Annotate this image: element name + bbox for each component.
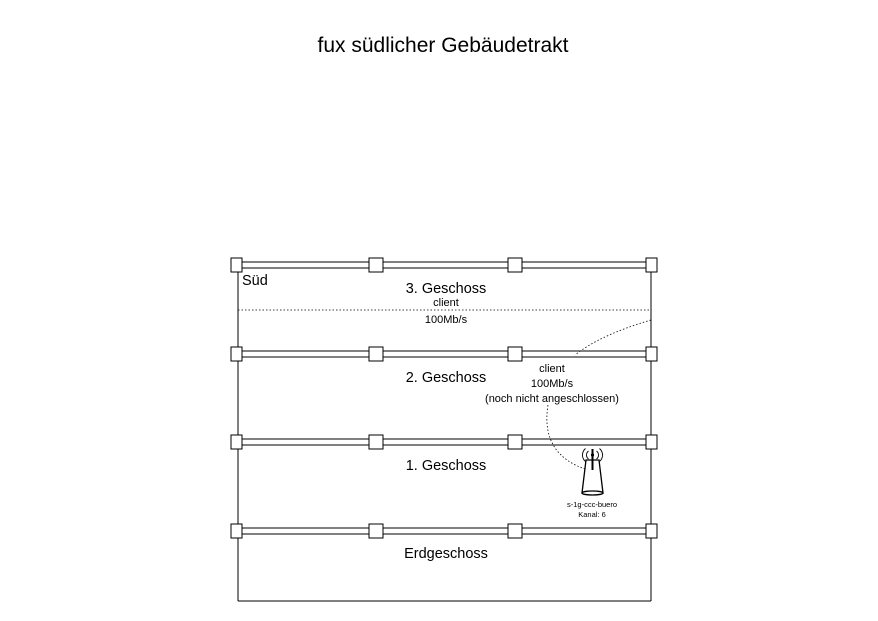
network-link-curved — [547, 405, 588, 470]
floor-slab — [231, 258, 657, 272]
wifi-antenna-icon — [582, 449, 603, 496]
link-label: (noch nicht angeschlossen) — [485, 393, 619, 405]
link-label: client — [433, 297, 459, 309]
link-label: 100Mb/s — [424, 314, 468, 326]
floor-slab — [231, 347, 657, 361]
floor-slab — [231, 524, 657, 538]
network-link-curved — [575, 320, 651, 355]
floor-label: 1. Geschoss — [405, 458, 487, 474]
link-label: 100Mb/s — [530, 378, 574, 390]
floor-label: Erdgeschoss — [404, 546, 488, 562]
wing-label: Süd — [242, 273, 268, 289]
diagram-title: fux südlicher Gebäudetrakt — [317, 34, 569, 57]
access-point-channel: Kanal: 6 — [578, 510, 606, 519]
floor-label: 2. Geschoss — [405, 370, 487, 386]
floor-label: 3. Geschoss — [405, 281, 487, 297]
link-label: client — [539, 363, 565, 375]
access-point-name: s-1g-ccc-buero — [566, 500, 618, 509]
floor-slab — [231, 435, 657, 449]
